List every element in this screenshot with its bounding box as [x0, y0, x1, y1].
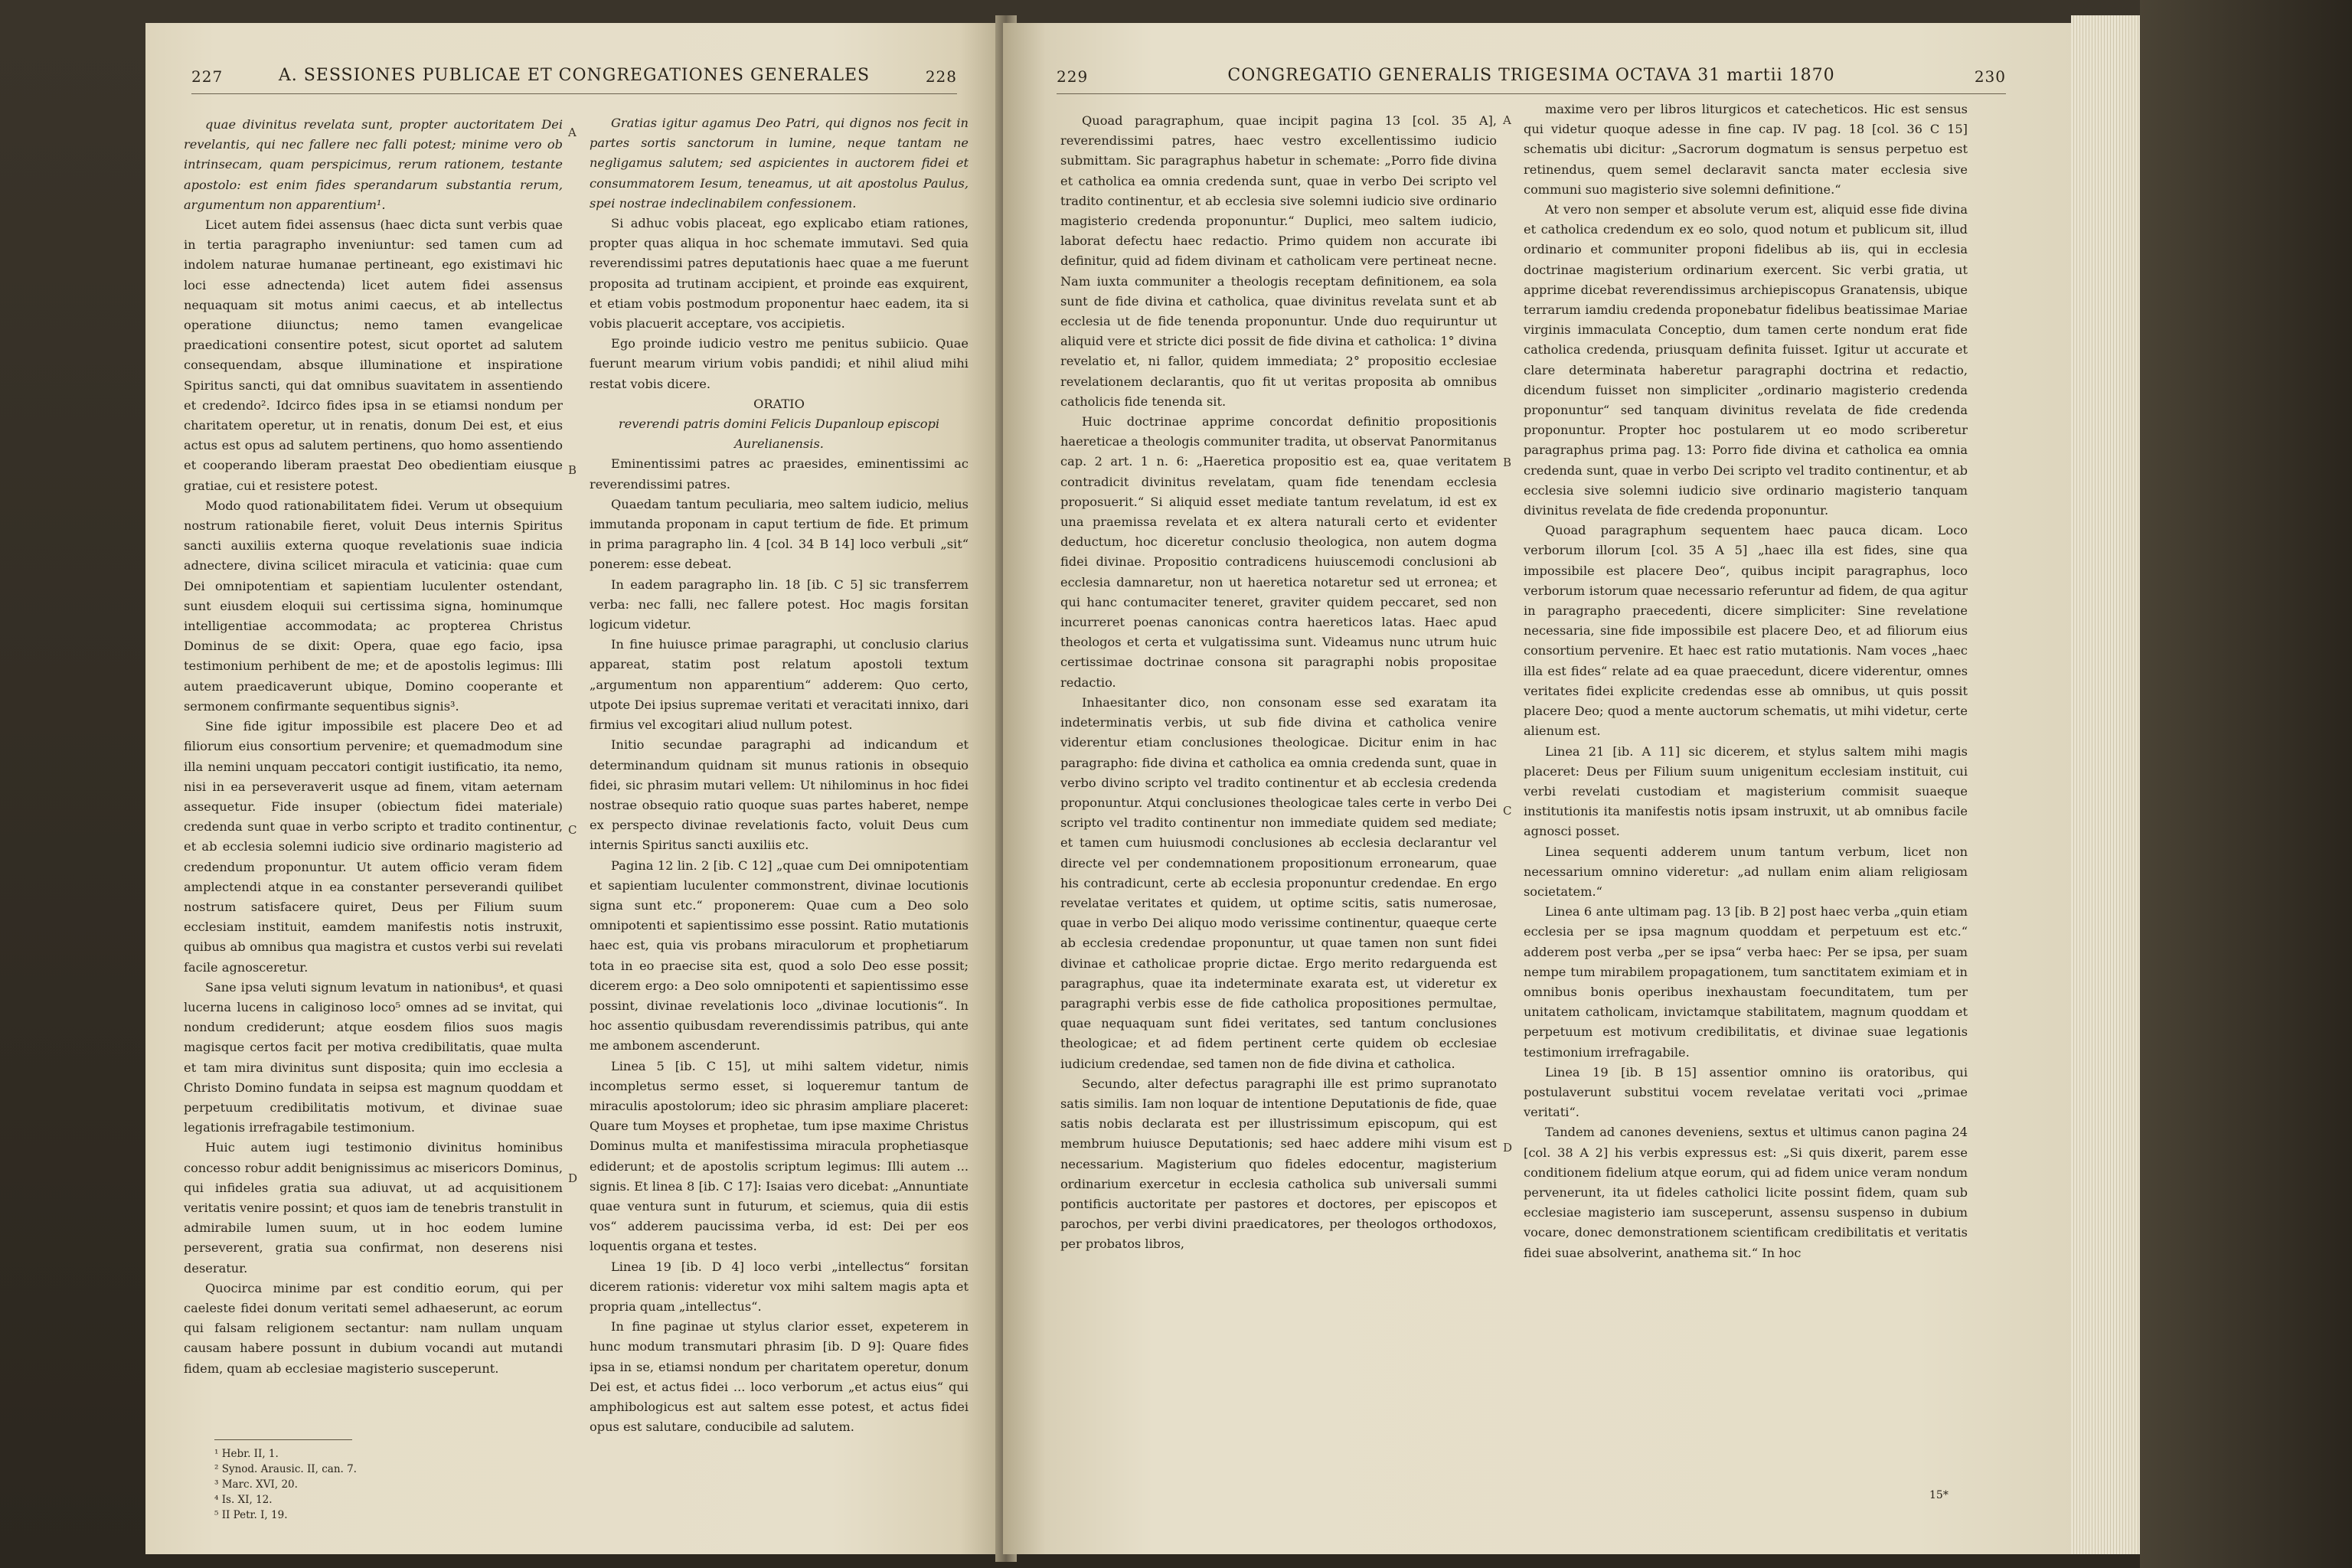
footnote-rule — [214, 1439, 352, 1440]
paragraph: maxime vero per libros liturgicos et catecheticos. Hic est sensus qui videtur quoque adesse in fine cap. IV pag. 18 [col. 36 C 15] schematis ubi dicitur: „Sacrorum dogmatum is sensus perpetuo est retinendus, quem semel declaravit sancta mater ecclesia sive communi suo magisterio sive solemni definitione.“ — [1524, 102, 1968, 197]
margin-letter-a-right: A — [1503, 113, 1511, 127]
paragraph: Tandem ad canones deveniens, sextus et ultimus canon pagina 24 [col. 38 A 2] his verbis expressus est: „Si quis dixerit, parem esse conditionem fidelium atque eorum, qui ad fidem unice veram nondum pervenerunt, ita ut fideles catholici licite possint fidem, quam sub ecclesiae magisterio iam susceperunt, assensu suspenso in dubium vocare, donec demonstrationem scientificam credibilitatis et veritatis fidei suae absolverint, anathema sit.“ In hoc — [1524, 1125, 1968, 1260]
paragraph: ORATIO — [753, 396, 805, 411]
paragraph: Quocirca minime par est conditio eorum, qui per caeleste fidei donum veritati semel adhaeserunt, ac eorum qui falsam religionem sectantur: nam nullam unquam causam habere possunt in dubium vocandi aut mutandi fidem, quam ab ecclesiae magisterio susceperunt. — [184, 1280, 563, 1376]
paragraph: Quoad paragraphum sequentem haec pauca dicam. Loco verborum illorum [col. 35 A 5] „haec illa est fides, sine qua impossibile est placere Deo“, quibus incipit paragraphus, loco verborum istorum quae necessario referuntur ad fidem, de qua agitur in paragrapho praecedenti, dicere simpliciter: Sine revelatione necessaria, sine fide impossibile est placere Deo, et ad filiorum eius consortium pervenire. Et haec est ratio mutationis. Nam voces „haec illa est fides“ relate ad ea quae praecedunt, dicere viderentur, omnes veritates fidei explicite credendas esse ab omnibus, ut quis possit placere Deo; quod a mente auctorum schematis, ut mihi videtur, certe alienum est. — [1524, 523, 1968, 739]
paragraph: Si adhuc vobis placeat, ego explicabo etiam rationes, propter quas aliqua in hoc schemate immutavi. Sed quia reverendissimi patres deputationis haec quae a me fuerunt proposita ad trutinam accipient, et proinde eas exquirent, et etiam vobis postmodum proponentur haec eadem, ita si vobis placuerit acceptare, vos accipietis. — [590, 216, 969, 332]
right-running-head-title: CONGREGATIO GENERALIS TRIGESIMA OCTAVA 31 martii 1870 — [1227, 66, 1835, 85]
margin-letter-a: A — [568, 126, 577, 139]
right-column-2 — [1524, 100, 1968, 1263]
paragraph: Linea 21 [ib. A 11] sic dicerem, et stylus saltem mihi magis placeret: Deus per Filium suum unigenitum ecclesiam instituit, cui verbi revelati custodiam et magisterium commisit suaeque institutionis ita manifestis notis ipsam instruxit, ut ab omnibus facile agnosci posset. — [1524, 743, 1968, 839]
margin-letter-c-right: C — [1503, 804, 1512, 818]
paragraph: Inhaesitanter dico, non consonam esse sed exaratam ita indeterminatis verbis, ut sub fide divina et catholica venire viderentur etiam conclusiones theologicae. Dicitur enim in hac paragrapho: fide divina et catholica ea omnia credenda sunt, quae in verbo divino scripto vel tradito continentur et ab ecclesia credenda proponuntur. Atqui conclusiones theologicae tales certe in verbo Dei scripto vel tradito continentur non immediate quidem sed mediate; et tamen cum huiusmodi conclusiones ab ecclesia declarantur vel directe vel per condemnationem propositionum erronearum, quae his contradicunt, certe ab ecclesia proponuntur credendae. En ergo revelatae veritates et quidem, ut optime scitis, satis numerosae, quae in verbo Dei aliquo modo verissime continentur, quaeque certe ab ecclesia credendae proponuntur, ut quae tamen non sunt fidei divinae et catholicae proprie dictae. Ergo merito redarguenda est paragraphus, quae ita indeterminate exarata est, ut videretur ex paragraphi verbis esse de fide catholica propositiones permultae, quae nequaquam sunt fidei veritates, sed tantum conclusiones theologicae; et ad fidem pertinent certe quidem ob ecclesiae iudicium credendae, sed tamen non de fide divina et catholica. — [1060, 694, 1497, 1071]
margin-letter-d-right: D — [1503, 1141, 1513, 1155]
paragraph: In eadem paragrapho lin. 18 [ib. C 5] sic transferrem verba: nec falli, nec fallere potest. Hoc magis forsitan logicum videtur. — [590, 577, 969, 632]
signature-mark: 15* — [1929, 1489, 1949, 1501]
left-column-1 — [184, 115, 563, 1379]
paragraph: At vero non semper et absolute verum est, aliquid esse fide divina et catholica credendum ex eo solo, quod notum et publicum sit, illud ordinario et communiter proponi fidelibus ab iis, qui in ecclesia doctrinae magisterium ordinarium exercent. Sic verbi gratia, ut apprime dicebat reverendissimus archiepiscopus Granatensis, ubique terrarum iamdiu credenda proponebatur fidelibus beatissimae Mariae virginis immaculata Conceptio, dum tamen certe nondum erat fide catholica credenda, priusquam definita fuisset. Igitur ut accurate et clare determinata haberetur paragraphi doctrina et redactio, dicendum fuisset non simpliciter „ordinario magisterio credenda proponuntur“ sed tanquam divinitus revelata de fide credenda proponuntur. Propter hoc postularem ut eo modo scriberetur paragraphus prima pag. 13: Porro fide divina et catholica ea omnia credenda sunt, quae in verbo Dei scripto vel tradito continentur, et ab ecclesia sive solemni iudicio sive ordinario magisterio tanquam divinitus revelata de fide credenda proponuntur. — [1524, 202, 1968, 518]
right-running-header — [1057, 63, 2006, 94]
right-page — [1003, 23, 2075, 1554]
paragraph: In fine huiusce primae paragraphi, ut conclusio clarius appareat, statim post relatum apostoli textum „argumentum non apparentium“ adderem: Quo certo, utpote Dei ipsius supremae veritati et veracitati innixo, dari firmius vel excogitari aliud nullum potest. — [590, 637, 969, 733]
footnote: ² Synod. Arausic. II, can. 7. — [214, 1463, 357, 1475]
paragraph: Huic autem iugi testimonio divinitus hominibus concesso robur addit benignissimus ac misericors Dominus, qui infideles gratia sua adiuvat, ut ad acquisitionem veritatis venire possint; et quos iam de tenebris transtulit in admirabile lumen suum, ut in hoc eodem lumine perseverent, gratia sua confirmat, non deserens nisi deseratur. — [184, 1140, 563, 1276]
margin-letter-b: B — [568, 463, 577, 477]
page-number-229: 229 — [1057, 67, 1089, 86]
margin-letter-b-right: B — [1503, 456, 1512, 469]
paragraph: Linea 19 [ib. B 15] assentior omnino iis oratoribus, qui postulaverunt substitui vocem revelatae veritati voci „primae veritati“. — [1524, 1064, 1968, 1120]
margin-letter-c: C — [568, 823, 577, 837]
paragraph: Quaedam tantum peculiaria, meo saltem iudicio, melius immutanda proponam in caput tertium de fide. Et primum in prima paragrapho lin. 4 [col. 34 B 14] loco verbuli „sit“ ponerem: esse debeat. — [590, 496, 969, 572]
page-number-230: 230 — [1974, 67, 2006, 86]
paragraph: Linea 6 ante ultimam pag. 13 [ib. B 2] post haec verba „quin etiam ecclesia per se ipsa magnum quoddam et perpetuum est etc.“ adderem post verba „per se ipsa“ verba haec: Per se ipsa, per suam nempe tum mirabilem propagationem, tum sanctitatem eximiam et in omnibus bonis operibus inexhaustam foecunditatem, tum per unitatem catholicam, invictamque stabilitatem, magnum quoddam et perpetuum est motivum credibilitatis, et divinae suae legationis testimonium irrefragabile. — [1524, 904, 1968, 1060]
paragraph: Gratias igitur agamus Deo Patri, qui dignos nos fecit in partes sortis sanctorum in lumine, neque tantam ne negligamus salutem; sed aspicientes in auctorem fidei et consummatorem Iesum, teneamus, ut ait apostolus Paulus, spei nostrae indeclinabilem confessionem. — [590, 116, 969, 211]
margin-letter-d: D — [568, 1171, 578, 1185]
paragraph: Linea 19 [ib. D 4] loco verbi „intellectus“ forsitan dicerem rationis: videretur vox mihi saltem magis apta et propria quam „intellectus“. — [590, 1259, 969, 1314]
paragraph: quae divinitus revelata sunt, propter auctoritatem Dei revelantis, qui nec fallere nec falli potest; minime vero ob intrinsecam, quam perspicimus, rerum rationem, testante apostolo: est enim fides sperandarum substantia rerum, argumentum non apparentium¹. — [184, 117, 563, 212]
left-column-2 — [590, 113, 969, 1437]
footnote: ⁴ Is. XI, 12. — [214, 1494, 273, 1506]
page-number-228: 228 — [925, 67, 957, 86]
paragraph: Secundo, alter defectus paragraphi ille est primo supranotato satis similis. Iam non loquar de intentione Deputationis de fide, quae satis nobis declarata est per illustrissimum episcopum, qui est membrum huiusce Deputationis; sed haec addere mihi visum est necessarium. Magisterium quo fideles edocentur, magisterium ordinarium exercetur in ecclesia catholica sub universali summi pontificis auctoritate per pastores et doctores, per episcopos et parochos, per verbi divini praedicatores, per theologos orthodoxos, per probatos libros, — [1060, 1076, 1497, 1252]
page-edges — [2071, 15, 2140, 1554]
paragraph: Eminentissimi patres ac praesides, eminentissimi ac reverendissimi patres. — [590, 456, 969, 492]
paragraph: Pagina 12 lin. 2 [ib. C 12] „quae cum Dei omnipotentiam et sapientiam luculenter commonstrent, divinae locutionis signa sunt etc.“ proponerem: Quae cum a Deo solo omnipotenti et sapientissimo esse possint. Ratio mutationis haec est, quia vis probans miraculorum et prophetiarum tota in eo praecise sita est, quod a solo Deo esse possit; dicerem ergo: a Deo solo omnipotenti et sapientissimo esse possint, divinae revelationis loco „divinae locutionis“. In hoc assentio quibusdam reverendissimis patribus, qui ante me ambonem ascenderunt. — [590, 858, 969, 1054]
left-running-head-title: A. SESSIONES PUBLICAE ET CONGREGATIONES GENERALES — [278, 66, 871, 85]
paragraph: Sane ipsa veluti signum levatum in nationibus⁴, et quasi lucerna lucens in caliginoso loco⁵ omnes ad se invitat, qui nondum crediderunt; atque eosdem filios suos magis magisque certos facit per motiva credibilitatis, quae multa et tam mira divinitus sunt disposita; quin imo ecclesia a Christo Domino fundata in seipsa est magnum quoddam et perpetuum credibilitatis motivum, et divinae suae legationis irrefragabile testimonium. — [184, 979, 563, 1135]
left-page — [145, 23, 1003, 1554]
paragraph: Modo quod rationabilitatem fidei. Verum ut obsequium nostrum rationabile fieret, voluit Deus internis Spiritus sancti auxiliis externa quoque revelationis suae indicia adnectere, divina scilicet miracula et vaticinia: quae cum Dei omnipotentiam et sapientiam luculenter ostendant, sunt eiusdem eloquii sui certissima signa, hominumque intelligentiae accommodata; ac propterea Christus Dominus de se dixit: Opera, quae ego facio, ipsa testimonium perhibent de me; et de apostolis legimus: Illi autem praedicaverunt ubique, Domino cooperante et sermonem confirmante sequentibus signis³. — [184, 498, 563, 714]
left-running-header — [191, 63, 957, 94]
paragraph: Sine fide igitur impossibile est placere Deo et ad filiorum eius consortium pervenire; et quemadmodum sine illa nemini unquam peccatori contigit iustificatio, ita nemo, nisi in ea perseveraverit usque ad finem, vitam aeternam assequetur. Fide insuper (obiectum fidei materiale) credenda sunt quae in verbo scripto et tradito continentur, et ab ecclesia solemni iudicio sive ordinario magisterio ad credendum proponuntur. Ut autem officio veram fidem amplectendi atque in ea constanter perseverandi quilibet nostrum satisfacere quiret, Deus per Filium suum ecclesiam instituit, eamdem manifestis notis instruxit, quibus ab omnibus qua magistra et custos verbi sui revelati facile agnosceretur. — [184, 719, 563, 975]
footnote: ⁵ II Petr. I, 19. — [214, 1509, 288, 1521]
footnote: ³ Marc. XVI, 20. — [214, 1478, 298, 1491]
right-column-1 — [1060, 111, 1497, 1255]
paragraph: reverendi patris domini Felicis Dupanloup episcopi Aurelianensis. — [618, 416, 940, 452]
paragraph: Linea 5 [ib. C 15], ut mihi saltem videtur, nimis incompletus sermo esset, si loqueremur tantum de miraculis apostolorum; ideo sic phrasim ampliare placeret: Quare tum Moyses et prophetae, tum ipse maxime Christus Dominus multa et manifestissima miracula prophetiasque ediderunt; et de apostolis scriptum legimus: Illi autem ... signis. Et linea 8 [ib. C 17]: Isaias vero dicebat: „Annuntiate quae ventura sunt in futurum, et sciemus, quia dii estis vos“ adderem paucissima verba, id est: Dei per eos loquentis organa et testes. — [590, 1058, 969, 1254]
paragraph: Huic doctrinae apprime concordat definitio propositionis haereticae a theologis communiter tradita, ut observat Panormitanus cap. 2 art. 1 n. 6: „Haeretica propositio est ea, quae veritatem contradicit divinitus revelatam, quam fide tenendam ecclesia proposuerit.“ Si aliquid esset mediate tantum revelatum, id est ex una praemissa revelata et ex altera naturali certo et evidenter deductum, hoc diceretur conclusio theologica, non autem dogma fidei divinae. Propositio contradicens huiuscemodi conclusioni ab ecclesia damnaretur, non ut haeretica notaretur sed ut erronea; et qui hanc contumaciter teneret, graviter quidem peccaret, sed non incurreret poenas canonicas contra haereticos latas. Haec apud theologos et certa et vulgatissima sunt. Videamus nunc utrum huic certissimae doctrinae consona sit paragraphi nobis propositae redactio. — [1060, 414, 1497, 690]
paragraph: In fine paginae ut stylus clarior esset, expeterem in hunc modum transmutari phrasim [ib. D 9]: Quare fides ipsa in se, etiamsi nondum per charitatem operetur, donum Dei est, et actus fidei ... loco verborum „et actus eius“ qui amphibologicus est aut saltem esse potest, et actus fidei opus est salutare, conducibile ad salutem. — [590, 1319, 969, 1435]
paragraph: Initio secundae paragraphi ad indicandum et determinandum quidnam sit munus rationis in obsequio fidei, sic phrasim mutari vellem: Ut nihilominus in hoc fidei nostrae obsequio ratio quoque suas partes haberet, nempe ex perspecto divinae revelationis facto, voluit Deus cum internis Spiritus sancti auxiliis etc. — [590, 737, 969, 853]
footnote: ¹ Hebr. II, 1. — [214, 1448, 279, 1460]
paragraph: Licet autem fidei assensus (haec dicta sunt verbis quae in tertia paragrapho inveniuntur: sed tamen cum ad indolem naturae humanae pertineant, ego existimavi hic loci esse adnectenda) licet autem fidei assensus nequaquam sit motus animi caecus, et ab intellectus operatione diiunctus; nemo tamen evangelicae praedicationi consentire potest, sicut oportet ad salutem consequendam, absque illuminatione et inspiratione Spiritus sancti, qui dat omnibus suavitatem in assentiendo et credendo². Idcirco fides ipsa in se etiamsi nondum per charitatem operetur, ut in renatis, donum Dei est, et eius actus est opus ad salutem pertinens, quo homo assentiendo et cooperando liberam praestat Deo obedientiam eiusque gratiae, cui et resistere potest. — [184, 217, 563, 493]
left-footnotes — [214, 1439, 567, 1523]
paragraph: Linea sequenti adderem unum tantum verbum, licet non necessarium omnino videretur: „ad nullam enim aliam religiosam societatem.“ — [1524, 844, 1968, 899]
paragraph: Quoad paragraphum, quae incipit pagina 13 [col. 35 A], reverendissimi patres, haec vestro excellentissimo iudicio submittam. Sic paragraphus habetur in schemate: „Porro fide divina et catholica ea omnia credenda sunt, quae in verbo Dei scripto vel tradito continentur, et ab ecclesia sive solemni iudicio sive ordinario magisterio credenda proponuntur.“ Duplici, meo saltem iudicio, laborat defectu haec redactio. Primo quidem non accurate ibi definitur, quid ad fidem divinam et catholicam vere pertineat necne. Nam iuxta communiter a theologis receptam definitionem, ea sola sunt de fide divina et catholica, quae divinitus revelata sunt et ab ecclesia ut de fide tenenda proponuntur. Unde duo requiruntur ut aliquid vere et stricte dici possit de fide divina et catholica: 1° divina revelatio et, ni fallor, quidem immediata; 2° propositio ecclesiae revelationem declarantis, quo fit ut veritas proposita ab omnibus catholicis fide tenenda sit. — [1060, 113, 1497, 409]
page-number-227: 227 — [191, 67, 224, 86]
background-right — [2140, 0, 2352, 1568]
paragraph: Ego proinde iudicio vestro me penitus subiicio. Quae fuerunt mearum virium vobis pandidi; et nihil aliud mihi restat vobis dicere. — [590, 336, 969, 391]
